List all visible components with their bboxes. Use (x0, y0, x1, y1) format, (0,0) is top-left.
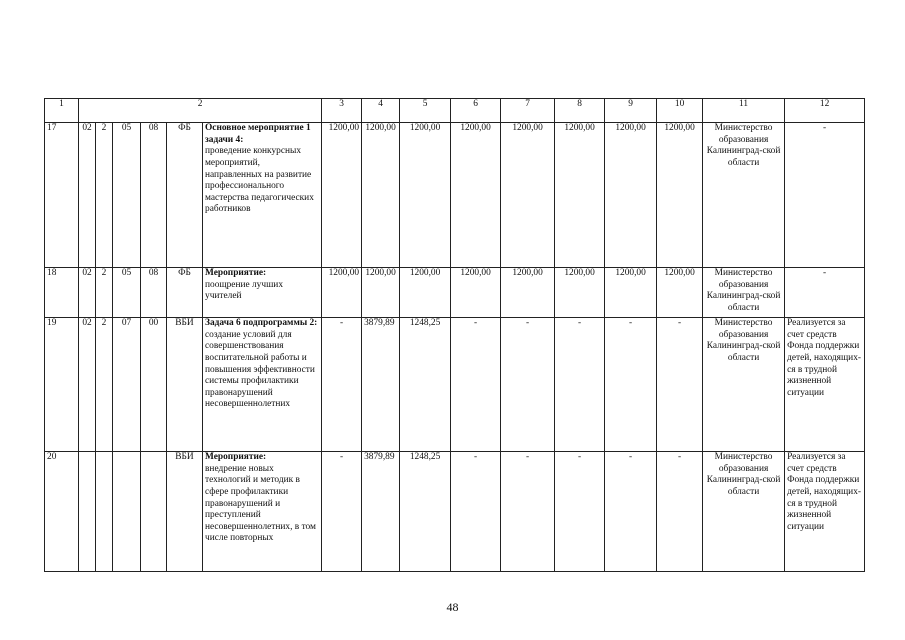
value-col-9: - (555, 452, 605, 572)
program-code (79, 452, 96, 572)
note: Реализуется за счет средств Фонда поддержки детей, находящих-ся в трудной жизненной ситуации (785, 452, 865, 572)
value-col-10: 1200,00 (605, 268, 657, 318)
event-text: поощрение лучших учителей (205, 279, 284, 302)
executor: Министерство образования Калининград-ской области (703, 123, 785, 268)
value-col-4: 1200,00 (322, 123, 362, 268)
task-code: 07 (113, 318, 141, 452)
header-cell-12: 12 (785, 99, 865, 123)
task-code: 05 (113, 123, 141, 268)
event-code: 08 (141, 123, 167, 268)
row-number: 19 (45, 318, 79, 452)
subprogram-code: 2 (96, 123, 113, 268)
header-cell-4: 4 (362, 99, 400, 123)
note: - (785, 123, 865, 268)
program-table (44, 98, 865, 572)
table-row (45, 318, 865, 452)
value-col-7: - (451, 452, 501, 572)
value-col-9: 1200,00 (555, 123, 605, 268)
value-col-11: 1200,00 (657, 268, 703, 318)
funding-source: ФБ (167, 268, 203, 318)
header-cell-2: 2 (79, 99, 322, 123)
value-col-6: 1248,25 (400, 318, 451, 452)
row-number: 17 (45, 123, 79, 268)
task-code (113, 452, 141, 572)
program-code: 02 (79, 318, 96, 452)
event-code: 08 (141, 268, 167, 318)
row-number: 20 (45, 452, 79, 572)
event-title: Основное мероприятие 1 задачи 4: (205, 123, 311, 145)
table-row (45, 452, 865, 572)
table-row (45, 268, 865, 318)
value-col-10: 1200,00 (605, 123, 657, 268)
event-description (203, 268, 322, 318)
subprogram-code: 2 (96, 268, 113, 318)
funding-source: ФБ (167, 123, 203, 268)
value-col-6: 1200,00 (400, 123, 451, 268)
note: - (785, 268, 865, 318)
value-col-5: 1200,00 (362, 268, 400, 318)
event-title: Задача 6 подпрограммы 2: (205, 318, 318, 329)
executor: Министерство образования Калининград-ской области (703, 452, 785, 572)
header-cell-3: 3 (322, 99, 362, 123)
value-col-4: - (322, 318, 362, 452)
value-col-5: 3879,89 (362, 318, 400, 452)
value-col-10: - (605, 452, 657, 572)
funding-source: ВБИ (167, 452, 203, 572)
event-title: Мероприятие: (205, 452, 267, 463)
value-col-7: 1200,00 (451, 268, 501, 318)
header-cell-7: 7 (501, 99, 555, 123)
event-text: создание условий для совершенствования воспитательной работы и повышения эффективности системы профилактики правонарушений несовершеннолетних (205, 329, 315, 410)
header-cell-8: 8 (555, 99, 605, 123)
value-col-5: 3879,89 (362, 452, 400, 572)
value-col-10: - (605, 318, 657, 452)
subprogram-code: 2 (96, 318, 113, 452)
event-text: внедрение новых технологий и методик в сфере профилактики правонарушений и преступлений несовершеннолетних, в том числе повторных (205, 463, 316, 544)
header-cell-9: 9 (605, 99, 657, 123)
value-col-11: - (657, 452, 703, 572)
row-number: 18 (45, 268, 79, 318)
event-code (141, 452, 167, 572)
header-cell-5: 5 (400, 99, 451, 123)
value-col-8: 1200,00 (501, 268, 555, 318)
value-col-8: 1200,00 (501, 123, 555, 268)
value-col-8: - (501, 318, 555, 452)
value-col-11: 1200,00 (657, 123, 703, 268)
value-col-4: 1200,00 (322, 268, 362, 318)
subprogram-code (96, 452, 113, 572)
header-cell-11: 11 (703, 99, 785, 123)
event-description (203, 123, 322, 268)
program-code: 02 (79, 123, 96, 268)
value-col-5: 1200,00 (362, 123, 400, 268)
note: Реализуется за счет средств Фонда поддержки детей, находящих-ся в трудной жизненной ситуации (785, 318, 865, 452)
value-col-8: - (501, 452, 555, 572)
funding-source: ВБИ (167, 318, 203, 452)
value-col-11: - (657, 318, 703, 452)
value-col-9: 1200,00 (555, 268, 605, 318)
value-col-4: - (322, 452, 362, 572)
value-col-6: 1248,25 (400, 452, 451, 572)
table-row (45, 123, 865, 268)
event-code: 00 (141, 318, 167, 452)
program-code: 02 (79, 268, 96, 318)
event-text: проведение конкурсных мероприятий, направленных на развитие профессионального мастерства педагогических работников (205, 146, 314, 215)
event-title: Мероприятие: (205, 268, 267, 279)
executor: Министерство образования Калининград-ской области (703, 318, 785, 452)
page-number: 48 (446, 600, 459, 614)
value-col-7: - (451, 318, 501, 452)
event-description (203, 452, 322, 572)
header-cell-10: 10 (657, 99, 703, 123)
task-code: 05 (113, 268, 141, 318)
event-description (203, 318, 322, 452)
value-col-9: - (555, 318, 605, 452)
value-col-7: 1200,00 (451, 123, 501, 268)
header-cell-1: 1 (45, 99, 79, 123)
executor: Министерство образования Калининград-ской области (703, 268, 785, 318)
value-col-6: 1200,00 (400, 268, 451, 318)
header-row (45, 99, 865, 123)
header-cell-6: 6 (451, 99, 501, 123)
